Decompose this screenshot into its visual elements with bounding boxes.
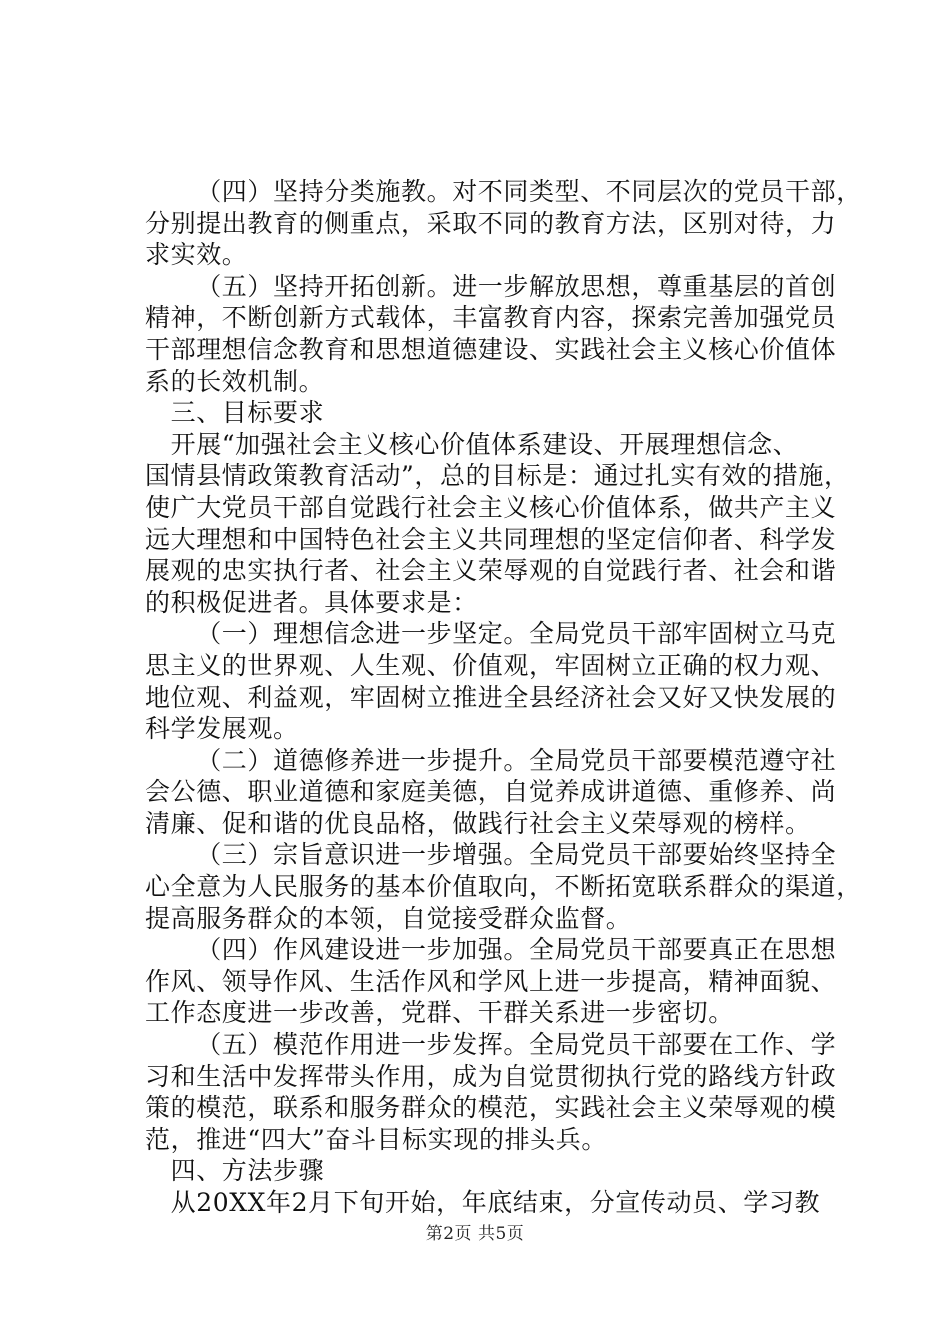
text-line: （四）坚持分类施教。对不同类型、不同层次的党员干部， (196, 177, 862, 206)
text-line: （一）理想信念进一步坚定。全局党员干部牢固树立马克 (196, 619, 837, 649)
text-line: 策的模范，联系和服务群众的模范，实践社会主义荣辱观的模 (145, 1093, 837, 1123)
text-line: 心全意为人民服务的基本价值取向，不断拓宽联系群众的渠道， (145, 872, 862, 902)
text-line: 开展“加强社会主义核心价值体系建设、开展理想信念、 (170, 429, 799, 459)
text-line: 提高服务群众的本领，自觉接受群众监督。 (145, 903, 632, 933)
text-line: 国情县情政策教育活动”，总的目标是：通过扎实有效的措施， (145, 461, 850, 491)
text-line: 分别提出教育的侧重点，采取不同的教育方法，区别对待，力 (145, 208, 837, 238)
text-line: 地位观、利益观，牢固树立推进全县经济社会又好又快发展的 (145, 682, 837, 712)
text-line: 从20XX年2月下旬开始，年底结束，分宣传动员、学习教 (170, 1188, 821, 1217)
text-line: 系的长效机制。 (145, 366, 325, 396)
text-line: （五）模范作用进一步发挥。全局党员干部要在工作、学 (196, 1030, 837, 1060)
page-footer: 第2页 共5页 (425, 1224, 525, 1244)
text-line: 求实效。 (145, 240, 248, 270)
text-line: 的积极促进者。具体要求是： (145, 587, 478, 617)
document-body (145, 176, 862, 1219)
text-line: 精神，不断创新方式载体，丰富教育内容，探索完善加强党员 (145, 303, 837, 333)
text-line: 干部理想信念教育和思想道德建设、实践社会主义核心价值体 (145, 334, 837, 364)
text-line: 习和生活中发挥带头作用，成为自觉贯彻执行党的路线方针政 (145, 1061, 837, 1091)
text-line: 科学发展观。 (145, 714, 299, 744)
section-heading: 四、方法步骤 (170, 1156, 325, 1186)
text-line: 作风、领导作风、生活作风和学风上进一步提高，精神面貌、 (145, 966, 837, 996)
text-line: 使广大党员干部自觉践行社会主义核心价值体系，做共产主义 (145, 492, 837, 522)
text-line: 远大理想和中国特色社会主义共同理想的坚定信仰者、科学发 (145, 524, 837, 554)
text-line: 清廉、促和谐的优良品格，做践行社会主义荣辱观的榜样。 (145, 808, 811, 838)
text-line: （三）宗旨意识进一步增强。全局党员干部要始终坚持全 (196, 840, 837, 870)
text-line: 范，推进“四大”奋斗目标实现的排头兵。 (145, 1124, 607, 1154)
text-line: 思主义的世界观、人生观、价值观，牢固树立正确的权力观、 (145, 650, 837, 680)
text-line: 展观的忠实执行者、社会主义荣辱观的自觉践行者、社会和谐 (145, 556, 837, 586)
text-line: 会公德、职业道德和家庭美德，自觉养成讲道德、重修养、尚 (145, 777, 837, 807)
text-line: 工作态度进一步改善，党群、干群关系进一步密切。 (145, 998, 734, 1028)
text-line: （五）坚持开拓创新。进一步解放思想，尊重基层的首创 (196, 271, 837, 301)
text-line: （四）作风建设进一步加强。全局党员干部要真正在思想 (196, 935, 837, 965)
text-line: （二）道德修养进一步提升。全局党员干部要模范遵守社 (196, 745, 837, 775)
section-heading: 三、目标要求 (170, 398, 325, 428)
